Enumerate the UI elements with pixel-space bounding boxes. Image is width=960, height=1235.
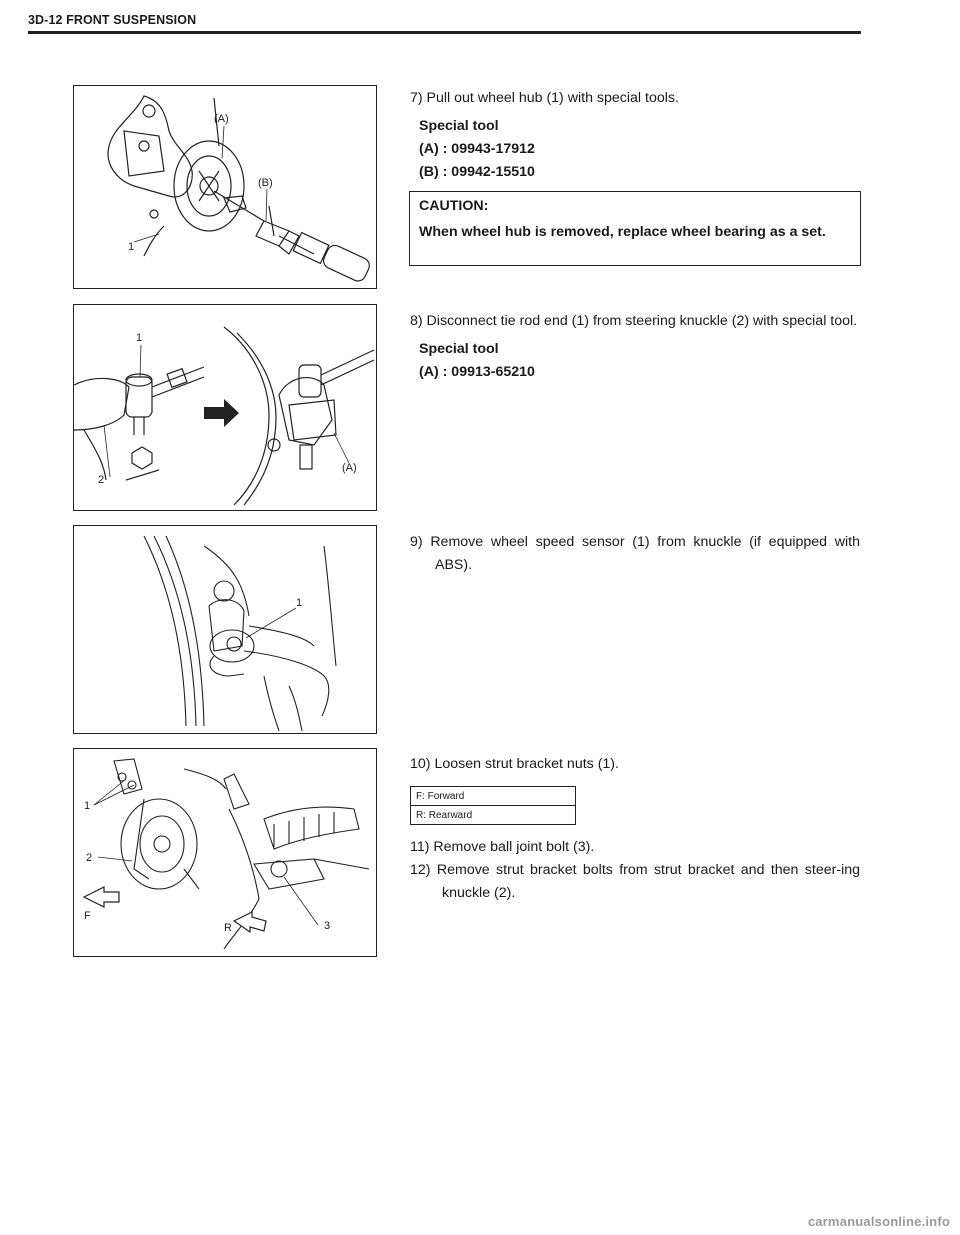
- header-rule: [28, 31, 861, 34]
- footer-watermark: carmanualsonline.info: [807, 1214, 950, 1229]
- caution-body: When wheel hub is removed, replace wheel bearing as a set.: [419, 224, 826, 240]
- figure-tie-rod-end: [73, 304, 377, 511]
- tie-rod-end-illustration: [74, 305, 376, 510]
- label-1: 1: [84, 800, 91, 812]
- label-b: (B): [258, 177, 273, 189]
- caution-title: CAUTION:: [419, 198, 489, 214]
- label-r: R: [224, 922, 232, 934]
- step-9-text: 9) Remove wheel speed sensor (1) from knuckle (if equipped with ABS).: [410, 534, 860, 573]
- label-1: 1: [128, 241, 135, 253]
- forward-arrow-icon: [84, 887, 119, 907]
- step-10-text: 10) Loosen strut bracket nuts (1).: [410, 756, 619, 772]
- step-7: [410, 87, 860, 184]
- direction-legend: [410, 786, 576, 825]
- figure-wheel-hub-puller: [73, 85, 377, 289]
- figure-wheel-speed-sensor: [73, 525, 377, 734]
- label-2: 2: [86, 852, 93, 864]
- step-12-text: 12) Remove strut bracket bolts from strut bracket and then steer-ing knuckle (2).: [410, 862, 860, 901]
- step-11-text: 11) Remove ball joint bolt (3).: [410, 839, 595, 855]
- step-8-text: 8) Disconnect tie rod end (1) from steering knuckle (2) with special tool.: [410, 313, 858, 329]
- step-8: [410, 310, 860, 384]
- legend-rearward: R: Rearward: [411, 806, 576, 825]
- label-a: (A): [342, 462, 357, 474]
- label-f: F: [84, 910, 91, 922]
- step-7-text: 7) Pull out wheel hub (1) with special tools.: [410, 90, 679, 106]
- label-a: (A): [214, 113, 229, 125]
- page-header-title: 3D-12 FRONT SUSPENSION: [28, 13, 197, 27]
- step-7-tool-heading: Special tool: [419, 118, 499, 134]
- label-1: 1: [136, 332, 143, 344]
- step-8-tool-a: (A) : 09913-65210: [419, 364, 535, 380]
- step-9: [410, 531, 860, 577]
- strut-bracket-illustration: [74, 749, 376, 956]
- wheel-hub-puller-illustration: [74, 86, 376, 288]
- wheel-speed-sensor-illustration: [74, 526, 376, 733]
- caution-box: [409, 191, 861, 266]
- step-7-tool-b: (B) : 09942-15510: [419, 164, 535, 180]
- step-10: [410, 753, 860, 776]
- figure-strut-bracket: [73, 748, 377, 957]
- legend-forward: F: Forward: [411, 787, 576, 806]
- label-2: 2: [98, 474, 105, 486]
- label-1: 1: [296, 597, 303, 609]
- step-8-tool-heading: Special tool: [419, 341, 499, 357]
- step-7-tool-a: (A) : 09943-17912: [419, 141, 535, 157]
- steps-11-12: [410, 836, 860, 905]
- label-3: 3: [324, 920, 331, 932]
